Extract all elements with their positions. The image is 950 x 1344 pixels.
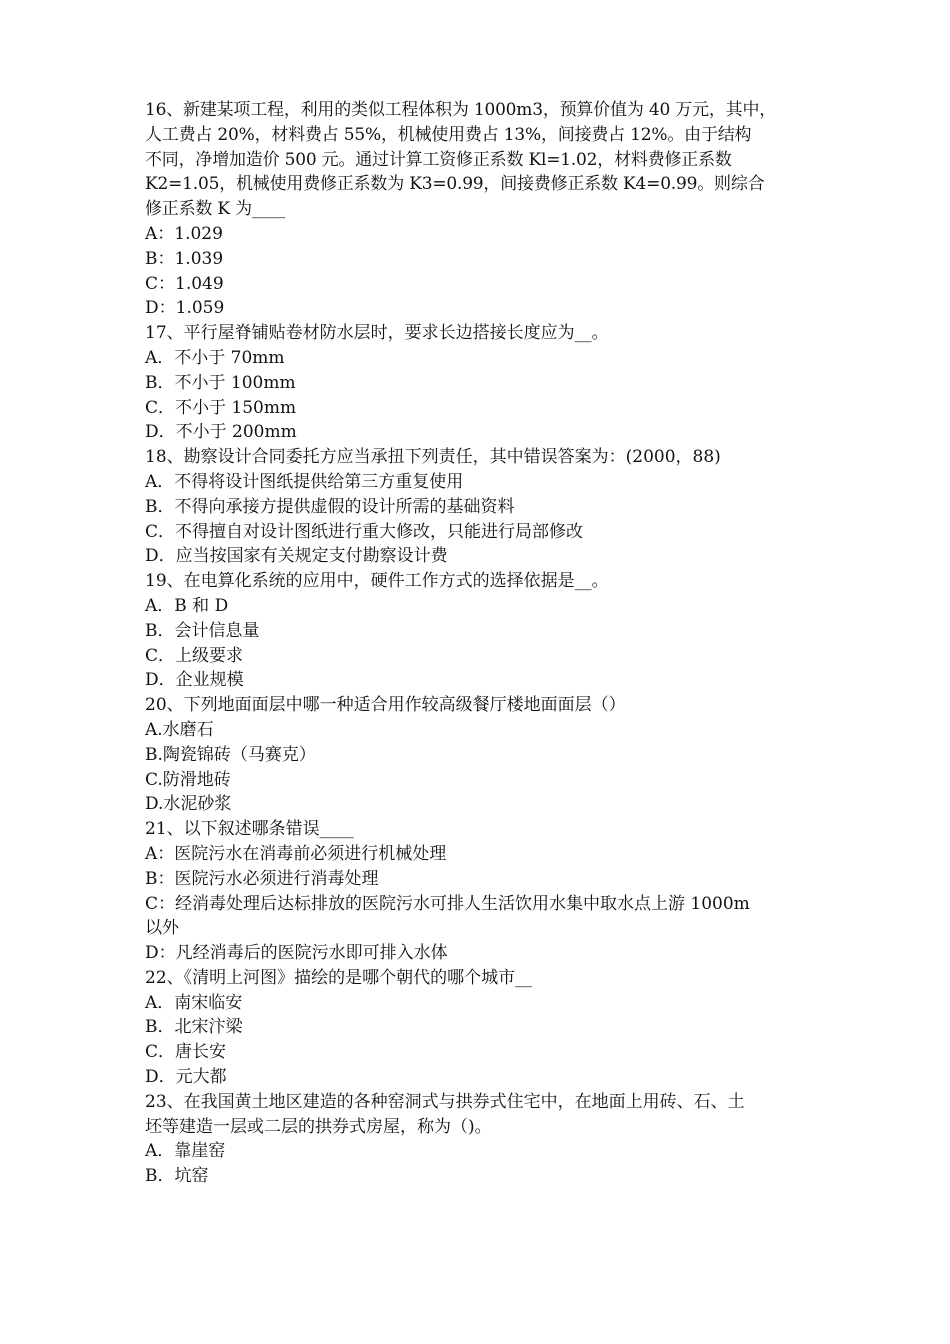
- question-16-stem-line: 修正系数 K 为____: [145, 199, 286, 220]
- question-21-option-d: D：凡经消毒后的医院污水即可排入水体: [145, 943, 448, 964]
- question-19-option-a: A．B 和 D: [145, 595, 229, 616]
- question-17-option-a: A．不小于 70mm: [145, 347, 285, 368]
- question-17: [145, 321, 817, 445]
- question-16-stem-line: 人工费占 20%，材料费占 55%，机械使用费占 13%，间接费占 12%。由于结构: [145, 124, 752, 145]
- question-22-stem: 22、《清明上河图》描绘的是哪个朝代的哪个城市__: [145, 967, 533, 988]
- question-17-stem: 17、平行屋脊铺贴卷材防水层时，要求长边搭接长度应为__。: [145, 323, 609, 344]
- question-21-option-c: C：经消毒处理后达标排放的医院污水可排人生活饮用水集中取水点上游 1000m: [145, 893, 750, 914]
- question-18-option-a: A．不得将设计图纸提供给第三方重复使用: [145, 471, 464, 492]
- question-20: [145, 693, 817, 817]
- question-21-stem: 21、以下叙述哪条错误____: [145, 819, 354, 840]
- question-16-stem-line: 不同，净增加造价 500 元。通过计算工资修正系数 Kl=1.02，材料费修正系数: [145, 149, 732, 170]
- question-16: [145, 98, 817, 321]
- question-19-option-c: C．上级要求: [145, 645, 244, 666]
- question-17-option-c: C．不小于 150mm: [145, 397, 297, 418]
- question-23-option-b: B．坑窑: [145, 1166, 209, 1187]
- question-22-option-a: A．南宋临安: [145, 992, 243, 1013]
- question-22: [145, 966, 817, 1090]
- question-16-stem-line: 16、新建某项工程，利用的类似工程体积为 1000m3，预算价值为 40 万元，其中，: [145, 100, 777, 120]
- question-16-stem-line: K2=1.05，机械使用费修正系数为 K3=0.99，间接费修正系数 K4=0.99。则综合: [145, 174, 765, 195]
- question-21-option-c-continued: 以外: [145, 918, 179, 939]
- question-23-stem-line: 坯等建造一层或二层的拱券式房屋，称为（)。: [145, 1116, 492, 1137]
- question-21: [145, 817, 817, 966]
- question-18: [145, 445, 817, 569]
- question-22-option-b: B．北宋汴梁: [145, 1017, 243, 1038]
- question-23-stem-line: 23、在我国黄土地区建造的各种窑洞式与拱券式住宅中，在地面上用砖、石、土: [145, 1091, 745, 1112]
- question-20-option-a: A.水磨石: [145, 719, 214, 740]
- question-19: [145, 569, 817, 693]
- question-19-option-d: D．企业规模: [145, 670, 244, 691]
- question-19-stem: 19、在电算化系统的应用中，硬件工作方式的选择依据是__。: [145, 571, 609, 592]
- question-23: [145, 1090, 817, 1189]
- question-21-option-b: B：医院污水必须进行消毒处理: [145, 868, 379, 889]
- question-19-option-b: B．会计信息量: [145, 620, 260, 641]
- question-17-option-b: B．不小于 100mm: [145, 372, 296, 393]
- question-23-option-a: A．靠崖窑: [145, 1141, 226, 1162]
- question-20-option-d: D.水泥砂浆: [145, 794, 232, 815]
- question-20-option-c: C.防滑地砖: [145, 769, 231, 790]
- question-22-option-d: D．元大都: [145, 1067, 227, 1088]
- question-18-option-d: D．应当按国家有关规定支付勘察设计费: [145, 546, 448, 567]
- question-16-option-a: A：1.029: [145, 223, 223, 244]
- question-21-option-a: A：医院污水在消毒前必须进行机械处理: [145, 843, 447, 864]
- question-22-option-c: C．唐长安: [145, 1042, 227, 1063]
- question-16-option-d: D：1.059: [145, 298, 225, 319]
- question-18-option-b: B．不得向承接方提供虚假的设计所需的基础资料: [145, 496, 515, 517]
- question-list: [145, 98, 817, 1189]
- question-16-option-c: C：1.049: [145, 273, 224, 294]
- question-18-stem: 18、勘察设计合同委托方应当承扭下列责任，其中错误答案为：(2000，88): [145, 447, 721, 468]
- question-20-stem: 20、下列地面面层中哪一种适合用作较高级餐厅楼地面面层（）: [145, 695, 626, 716]
- question-16-option-b: B：1.039: [145, 248, 224, 269]
- question-18-option-c: C．不得擅自对设计图纸进行重大修改，只能进行局部修改: [145, 521, 584, 542]
- question-17-option-d: D．不小于 200mm: [145, 422, 297, 443]
- question-20-option-b: B.陶瓷锦砖（马赛克）: [145, 744, 316, 765]
